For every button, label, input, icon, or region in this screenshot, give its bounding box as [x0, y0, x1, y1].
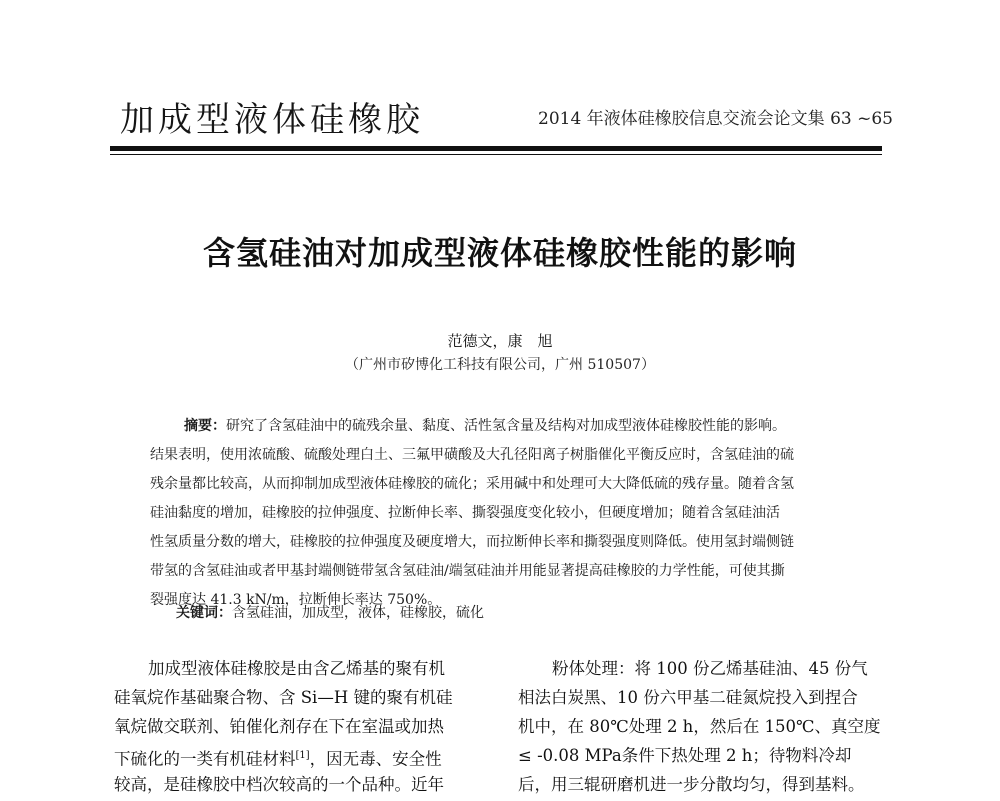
body-column-left [114, 654, 486, 799]
abstract-line: 裂强度达 41.3 kN/m，拉断伸长率达 750%。 [150, 592, 442, 608]
body-line: 后，用三辊研磨机进一步分散均匀，得到基料。 [518, 775, 865, 794]
abstract-line: 性氢质量分数的增大，硅橡胶的拉伸强度及硬度增大，而拉断伸长率和撕裂强度则降低。使用氢封端侧链 [150, 534, 794, 550]
body-text: 下硫化的一类有机硅材料 [114, 749, 296, 769]
abstract [150, 412, 862, 615]
abstract-line [150, 412, 862, 441]
body-line [114, 741, 486, 770]
abstract-line: 硅油黏度的增加，硅橡胶的拉伸强度、拉断伸长率、撕裂强度变化较小，但硬度增加；随着含氢硅油活 [150, 505, 780, 521]
body-column-right [518, 654, 890, 799]
abstract-line: 带氢的含氢硅油或者甲基封端侧链带氢含氢硅油/端氢硅油并用能显著提高硅橡胶的力学性能，可使其撕 [150, 563, 785, 579]
body-line: 氧烷做交联剂、铂催化剂存在下在室温或加热 [114, 717, 444, 736]
header-rule-thin [110, 154, 882, 155]
body-text: ，因无毒、安全性 [309, 749, 442, 769]
abstract-line: 残余量都比较高，从而抑制加成型液体硅橡胶的硫化；采用碱中和处理可大大降低硫的残存量。随着含氢 [150, 476, 794, 492]
body-line: 粉体处理：将 100 份乙烯基硅油、45 份气 [552, 659, 868, 678]
keywords-label: 关键词： [176, 605, 232, 621]
keywords [176, 602, 484, 622]
header-rule-thick [110, 146, 882, 151]
body-line: 加成型液体硅橡胶是由含乙烯基的聚有机 [148, 659, 445, 678]
abstract-label: 摘要： [184, 418, 226, 434]
body-line: 相法白炭黑、10 份六甲基二硅氮烷投入到捏合 [518, 688, 858, 707]
authors: 范德文，康 旭 [447, 332, 553, 350]
paper-title: 含氢硅油对加成型液体硅橡胶性能的影响 [202, 234, 797, 272]
abstract-line: 结果表明，使用浓硫酸、硫酸处理白土、三氟甲磺酸及大孔径阳离子树脂催化平衡反应时，含氢硅油的硫 [150, 447, 794, 463]
body-line: 机中，在 80℃处理 2 h，然后在 150℃、真空度 [518, 717, 881, 736]
body-line: ≤ -0.08 MPa条件下热处理 2 h；待物料冷却 [518, 746, 852, 765]
series-title: 加成型液体硅橡胶 [120, 100, 424, 140]
keywords-text: 含氢硅油，加成型，液体，硅橡胶，硫化 [232, 605, 484, 621]
abstract-text: 研究了含氢硅油中的硫残余量、黏度、活性氢含量及结构对加成型液体硅橡胶性能的影响。 [226, 418, 786, 434]
body-line: 硅氧烷作基础聚合物、含 Si—H 键的聚有机硅 [114, 688, 453, 707]
citation: [1] [295, 750, 310, 761]
affiliation: （广州市矽博化工科技有限公司，广州 510507） [345, 357, 655, 373]
body-line: 较高，是硅橡胶中档次较高的一个品种。近年 [114, 775, 444, 794]
series-info: 2014 年液体硅橡胶信息交流会论文集 63 ~65 [538, 109, 893, 129]
